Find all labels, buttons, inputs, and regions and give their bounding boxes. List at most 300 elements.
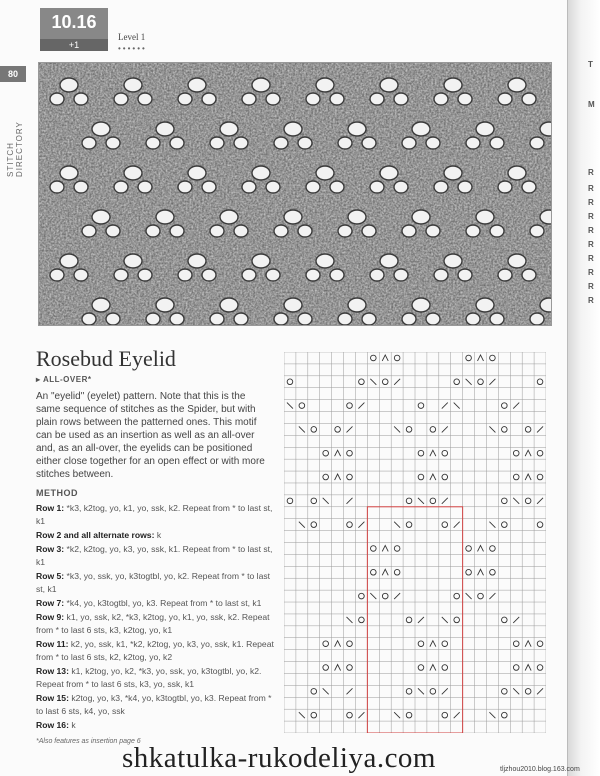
yarn-over-symbol: [347, 474, 353, 480]
eyelet-hole: [92, 122, 110, 136]
eyelet-hole: [402, 137, 416, 149]
yarn-over-symbol: [394, 546, 400, 552]
k3togtbl-symbol: [335, 450, 341, 456]
yarn-over-symbol: [311, 712, 317, 718]
eyelet-hole: [498, 269, 512, 281]
k3togtbl-symbol: [525, 474, 531, 480]
blog-url: tljzhou2010.blog.163.com: [500, 766, 580, 773]
eyelet-hole: [106, 225, 120, 237]
k2tog-symbol: [347, 498, 353, 504]
eyelet-hole: [124, 254, 142, 268]
eyelet-hole: [252, 78, 270, 92]
yarn-over-symbol: [513, 641, 519, 647]
eyelet-hole: [202, 93, 216, 105]
eyelet-hole: [444, 166, 462, 180]
k2tog-symbol: [442, 688, 448, 694]
eyelet-hole: [316, 254, 334, 268]
eyelet-hole: [114, 181, 128, 193]
gutter-letter: R: [588, 240, 594, 249]
ssk-symbol: [454, 403, 460, 409]
yarn-over-symbol: [525, 498, 531, 504]
yarn-over-symbol: [454, 617, 460, 623]
category-tag: ▸ ALL-OVER*: [36, 375, 92, 384]
eyelet-hole: [114, 93, 128, 105]
yarn-over-symbol: [502, 522, 508, 528]
yarn-over-symbol: [537, 641, 543, 647]
eyelet-hole: [170, 225, 184, 237]
yarn-over-symbol: [311, 522, 317, 528]
ssk-symbol: [394, 712, 400, 718]
eyelet-hole: [242, 269, 256, 281]
chapter-tag: +1: [40, 39, 108, 51]
eyelet-hole: [50, 181, 64, 193]
eyelet-hole: [124, 166, 142, 180]
eyelet-hole: [210, 313, 224, 325]
eyelet-hole: [92, 298, 110, 312]
row-instructions: k1, yo, ssk, k2, *k3, k2tog, yo, k1, yo, ssk, k2. Repeat from * to last 6 sts, k3, k2tog, yo, k1: [36, 612, 270, 635]
eyelet-hole: [412, 122, 430, 136]
eyelet-hole: [284, 122, 302, 136]
k2tog-symbol: [442, 498, 448, 504]
eyelet-hole: [522, 181, 536, 193]
k3togtbl-symbol: [335, 641, 341, 647]
yarn-over-symbol: [466, 546, 472, 552]
eyelet-hole: [266, 181, 280, 193]
eyelet-hole: [394, 93, 408, 105]
k2tog-symbol: [454, 522, 460, 528]
eyelet-hole: [50, 93, 64, 105]
eyelet-hole: [348, 122, 366, 136]
row-label: Row 11:: [36, 639, 69, 649]
eyelet-hole: [146, 225, 160, 237]
row-instructions: *k2, k2tog, yo, k3, yo, ssk, k1. Repeat from * to last st, k1: [36, 544, 273, 567]
eyelet-hole: [380, 254, 398, 268]
k2tog-symbol: [489, 379, 495, 385]
yarn-over-symbol: [502, 712, 508, 718]
k2tog-symbol: [489, 593, 495, 599]
eyelet-hole: [178, 269, 192, 281]
yarn-over-symbol: [502, 689, 508, 695]
eyelet-hole: [178, 93, 192, 105]
watermark-text: shkatulka-rukodeliya.com: [122, 742, 436, 774]
eyelet-hole: [274, 313, 288, 325]
method-heading: METHOD: [36, 488, 78, 498]
category-label: ALL-OVER*: [42, 375, 92, 384]
eyelet-hole: [426, 225, 440, 237]
yarn-over-symbol: [525, 689, 531, 695]
eyelet-hole: [124, 78, 142, 92]
yarn-over-symbol: [347, 450, 353, 456]
k2tog-symbol: [442, 403, 448, 409]
eyelet-hole: [316, 78, 334, 92]
k2tog-symbol: [513, 617, 519, 623]
row-instructions: *k3, k2tog, yo, k1, yo, ssk, k2. Repeat from * to last st, k1: [36, 503, 273, 526]
yarn-over-symbol: [442, 474, 448, 480]
next-page-edge: [567, 0, 600, 776]
eyelet-hole: [188, 254, 206, 268]
method-row: [36, 665, 276, 691]
eyelet-hole: [426, 313, 440, 325]
yarn-over-symbol: [406, 617, 412, 623]
eyelet-hole: [476, 122, 494, 136]
eyelet-hole: [274, 225, 288, 237]
eyelet-hole: [146, 137, 160, 149]
eyelet-hole: [188, 166, 206, 180]
method-row: [36, 570, 276, 596]
yarn-over-symbol: [323, 474, 329, 480]
yarn-over-symbol: [406, 689, 412, 695]
eyelet-hole: [522, 269, 536, 281]
level-label: Level 1: [118, 32, 146, 42]
stitch-description: An "eyelid" (eyelet) pattern. Note that this is the same sequence of stitches as the Spider, but with plain rows between the patterned ones. This motif can be used as an insertion as well as an all-over and, as an all-over, the eyelids can be positioned either close together for an open effect or with more stitches between.: [36, 391, 265, 480]
eyelet-hole: [82, 225, 96, 237]
yarn-over-symbol: [502, 403, 508, 409]
eyelet-hole: [234, 137, 248, 149]
eyelet-hole: [188, 78, 206, 92]
eyelet-hole: [394, 269, 408, 281]
yarn-over-symbol: [490, 569, 496, 575]
yarn-over-symbol: [513, 474, 519, 480]
eyelet-hole: [540, 122, 551, 136]
ssk-symbol: [394, 426, 400, 432]
yarn-over-symbol: [371, 569, 377, 575]
yarn-over-symbol: [525, 427, 531, 433]
k3togtbl-symbol: [335, 665, 341, 671]
k2tog-symbol: [454, 712, 460, 718]
eyelet-hole: [60, 166, 78, 180]
ssk-symbol: [370, 593, 376, 599]
yarn-over-symbol: [406, 522, 412, 528]
eyelet-hole: [306, 93, 320, 105]
eyelet-hole: [138, 181, 152, 193]
eyelet-hole: [266, 93, 280, 105]
yarn-over-symbol: [537, 379, 543, 385]
eyelet-hole: [106, 137, 120, 149]
ssk-symbol: [299, 426, 305, 432]
eyelet-hole: [306, 181, 320, 193]
k2tog-symbol: [418, 617, 424, 623]
gutter-letter: T: [588, 60, 593, 69]
eyelet-hole: [202, 269, 216, 281]
yarn-over-symbol: [371, 355, 377, 361]
ssk-symbol: [418, 498, 424, 504]
k2tog-symbol: [442, 426, 448, 432]
eyelet-hole: [540, 298, 551, 312]
eyelet-hole: [434, 269, 448, 281]
eyelet-hole: [106, 313, 120, 325]
row-label: Row 5:: [36, 571, 65, 581]
eyelet-hole: [490, 137, 504, 149]
footnote: *Also features as insertion page 6: [36, 738, 141, 745]
k3togtbl-symbol: [525, 450, 531, 456]
eyelet-hole: [220, 298, 238, 312]
eyelet-hole: [156, 210, 174, 224]
eyelet-hole: [412, 298, 430, 312]
gutter-letter: R: [588, 168, 594, 177]
yarn-over-symbol: [418, 641, 424, 647]
k2tog-symbol: [394, 379, 400, 385]
eyelet-hole: [348, 298, 366, 312]
ssk-symbol: [394, 522, 400, 528]
eyelet-hole: [466, 225, 480, 237]
knitted-swatch-photo: [38, 62, 552, 326]
yarn-over-symbol: [442, 450, 448, 456]
yarn-over-symbol: [347, 712, 353, 718]
eyelet-hole: [298, 313, 312, 325]
yarn-over-symbol: [359, 379, 365, 385]
eyelet-hole: [284, 298, 302, 312]
yarn-over-symbol: [323, 450, 329, 456]
eyelet-hole: [170, 313, 184, 325]
yarn-over-symbol: [537, 474, 543, 480]
yarn-over-symbol: [323, 641, 329, 647]
yarn-over-symbol: [513, 450, 519, 456]
method-rows: [36, 502, 276, 733]
yarn-over-symbol: [478, 379, 484, 385]
eyelet-hole: [284, 210, 302, 224]
yarn-over-symbol: [490, 355, 496, 361]
eyelet-hole: [466, 313, 480, 325]
yarn-over-symbol: [430, 498, 436, 504]
yarn-over-symbol: [418, 403, 424, 409]
yarn-over-symbol: [478, 593, 484, 599]
eyelet-hole: [476, 210, 494, 224]
eyelet-hole: [220, 122, 238, 136]
yarn-over-symbol: [490, 546, 496, 552]
eyelet-hole: [298, 225, 312, 237]
k3togtbl-symbol: [525, 665, 531, 671]
k3togtbl-symbol: [430, 450, 436, 456]
row-instructions: k: [154, 530, 162, 540]
ssk-symbol: [466, 593, 472, 599]
eyelet-hole: [508, 78, 526, 92]
gutter-letter: R: [588, 198, 594, 207]
eyelet-hole: [330, 93, 344, 105]
eyelet-hole: [444, 254, 462, 268]
eyelet-hole: [490, 225, 504, 237]
yarn-over-symbol: [454, 593, 460, 599]
eyelet-hole: [306, 269, 320, 281]
eyelet-hole: [156, 298, 174, 312]
k2tog-symbol: [358, 712, 364, 718]
k3togtbl-symbol: [382, 569, 388, 575]
yarn-over-symbol: [347, 665, 353, 671]
eyelet-hole: [274, 137, 288, 149]
yarn-over-symbol: [311, 427, 317, 433]
yarn-over-symbol: [537, 522, 543, 528]
k3togtbl-symbol: [478, 355, 484, 361]
yarn-over-symbol: [394, 569, 400, 575]
eyelet-hole: [402, 225, 416, 237]
yarn-over-symbol: [323, 665, 329, 671]
row-instructions: *k4, yo, k3togtbl, yo, k3. Repeat from * to last st, k1: [64, 598, 262, 608]
eyelet-hole: [434, 93, 448, 105]
k2tog-symbol: [537, 498, 543, 504]
eyelet-hole: [498, 181, 512, 193]
ssk-symbol: [299, 712, 305, 718]
row-label: Row 7:: [36, 598, 65, 608]
yarn-over-symbol: [347, 522, 353, 528]
k3togtbl-symbol: [478, 545, 484, 551]
ssk-symbol: [442, 617, 448, 623]
gutter-letter: R: [588, 282, 594, 291]
row-label: Row 3:: [36, 544, 65, 554]
yarn-over-symbol: [502, 427, 508, 433]
knitting-chart: [284, 352, 546, 733]
eyelet-hole: [466, 137, 480, 149]
eyelet-hole: [530, 313, 544, 325]
method-row: [36, 502, 276, 528]
ssk-symbol: [323, 688, 329, 694]
ssk-symbol: [513, 688, 519, 694]
eyelet-hole: [530, 137, 544, 149]
page-number: 80: [0, 66, 26, 82]
yarn-over-symbol: [454, 379, 460, 385]
k2tog-symbol: [358, 403, 364, 409]
k3togtbl-symbol: [335, 474, 341, 480]
ssk-symbol: [370, 379, 376, 385]
row-instructions: k2, yo, ssk, k1, *k2, k2tog, yo, k3, yo, ssk, k1. Repeat from * to last 6 sts, k2, k2tog, yo, k2: [36, 639, 274, 662]
yarn-over-symbol: [513, 665, 519, 671]
gutter-letter: M: [588, 100, 595, 109]
eyelet-hole: [178, 181, 192, 193]
k2tog-symbol: [347, 688, 353, 694]
yarn-over-symbol: [418, 665, 424, 671]
yarn-over-symbol: [287, 498, 293, 504]
eyelet-hole: [242, 93, 256, 105]
eyelet-hole: [138, 269, 152, 281]
eyelet-hole: [508, 166, 526, 180]
eyelet-hole: [266, 269, 280, 281]
k3togtbl-symbol: [382, 545, 388, 551]
eyelet-hole: [242, 181, 256, 193]
level-dots: ••••••: [118, 44, 147, 53]
eyelet-hole: [434, 181, 448, 193]
yarn-over-symbol: [406, 427, 412, 433]
eyelet-hole: [370, 269, 384, 281]
yarn-over-symbol: [311, 498, 317, 504]
method-row: [36, 692, 276, 718]
ssk-symbol: [489, 712, 495, 718]
k3togtbl-symbol: [382, 355, 388, 361]
ssk-symbol: [466, 379, 472, 385]
yarn-over-symbol: [382, 593, 388, 599]
yarn-over-symbol: [382, 379, 388, 385]
row-label: Row 9:: [36, 612, 65, 622]
k3togtbl-symbol: [478, 569, 484, 575]
method-row: [36, 638, 276, 664]
eyelet-hole: [362, 225, 376, 237]
yarn-over-symbol: [430, 427, 436, 433]
row-label: Row 13:: [36, 666, 69, 676]
yarn-over-symbol: [502, 617, 508, 623]
ssk-symbol: [287, 403, 293, 409]
eyelet-hole: [426, 137, 440, 149]
row-instructions: k: [68, 720, 76, 730]
k3togtbl-symbol: [430, 641, 436, 647]
eyelet-hole: [412, 210, 430, 224]
ssk-symbol: [323, 498, 329, 504]
eyelet-hole: [220, 210, 238, 224]
ssk-symbol: [489, 426, 495, 432]
section-label: STITCH DIRECTORY: [6, 121, 24, 177]
k3togtbl-symbol: [430, 665, 436, 671]
eyelet-hole: [458, 269, 472, 281]
gutter-letter: R: [588, 268, 594, 277]
eyelet-hole: [298, 137, 312, 149]
eyelet-hole: [210, 225, 224, 237]
stitch-title: Rosebud Eyelid: [36, 346, 176, 371]
method-row: [36, 611, 276, 637]
yarn-over-symbol: [406, 712, 412, 718]
yarn-over-symbol: [299, 403, 305, 409]
eyelet-hole: [60, 78, 78, 92]
eyelet-hole: [74, 269, 88, 281]
eyelet-hole: [170, 137, 184, 149]
eyelet-hole: [402, 313, 416, 325]
yarn-over-symbol: [430, 689, 436, 695]
eyelet-hole: [338, 137, 352, 149]
stitch-number: 10.16: [51, 12, 97, 32]
yarn-over-symbol: [502, 498, 508, 504]
eyelet-hole: [82, 313, 96, 325]
eyelet-hole: [74, 93, 88, 105]
k2tog-symbol: [513, 403, 519, 409]
eyelet-hole: [380, 78, 398, 92]
eyelet-hole: [498, 93, 512, 105]
row-label: Row 2 and all alternate rows:: [36, 530, 155, 540]
gutter-letter: R: [588, 212, 594, 221]
eyelet-hole: [530, 225, 544, 237]
gutter-letter: R: [588, 184, 594, 193]
k3togtbl-symbol: [525, 641, 531, 647]
eyelet-hole: [370, 181, 384, 193]
method-row: [36, 719, 276, 732]
yarn-over-symbol: [359, 593, 365, 599]
eyelet-hole: [210, 137, 224, 149]
eyelet-hole: [330, 269, 344, 281]
eyelet-hole: [252, 254, 270, 268]
row-label: Row 1:: [36, 503, 65, 513]
eyelet-hole: [540, 210, 551, 224]
yarn-over-symbol: [311, 689, 317, 695]
eyelet-hole: [156, 122, 174, 136]
ssk-symbol: [489, 522, 495, 528]
eyelet-hole: [362, 313, 376, 325]
k2tog-symbol: [537, 688, 543, 694]
k2tog-symbol: [537, 426, 543, 432]
eyelet-hole: [476, 298, 494, 312]
ssk-symbol: [513, 498, 519, 504]
ssk-symbol: [347, 617, 353, 623]
yarn-over-symbol: [287, 379, 293, 385]
yarn-over-symbol: [359, 617, 365, 623]
row-label: Row 15:: [36, 693, 69, 703]
yarn-over-symbol: [442, 712, 448, 718]
yarn-over-symbol: [442, 665, 448, 671]
method-row: [36, 543, 276, 569]
yarn-over-symbol: [466, 569, 472, 575]
eyelet-hole: [490, 313, 504, 325]
eyelet-hole: [522, 93, 536, 105]
yarn-over-symbol: [442, 522, 448, 528]
ssk-symbol: [418, 688, 424, 694]
eyelet-hole: [380, 166, 398, 180]
method-row: [36, 597, 276, 610]
gutter-letter: R: [588, 254, 594, 263]
eyelet-hole: [50, 269, 64, 281]
eyelet-hole: [202, 181, 216, 193]
